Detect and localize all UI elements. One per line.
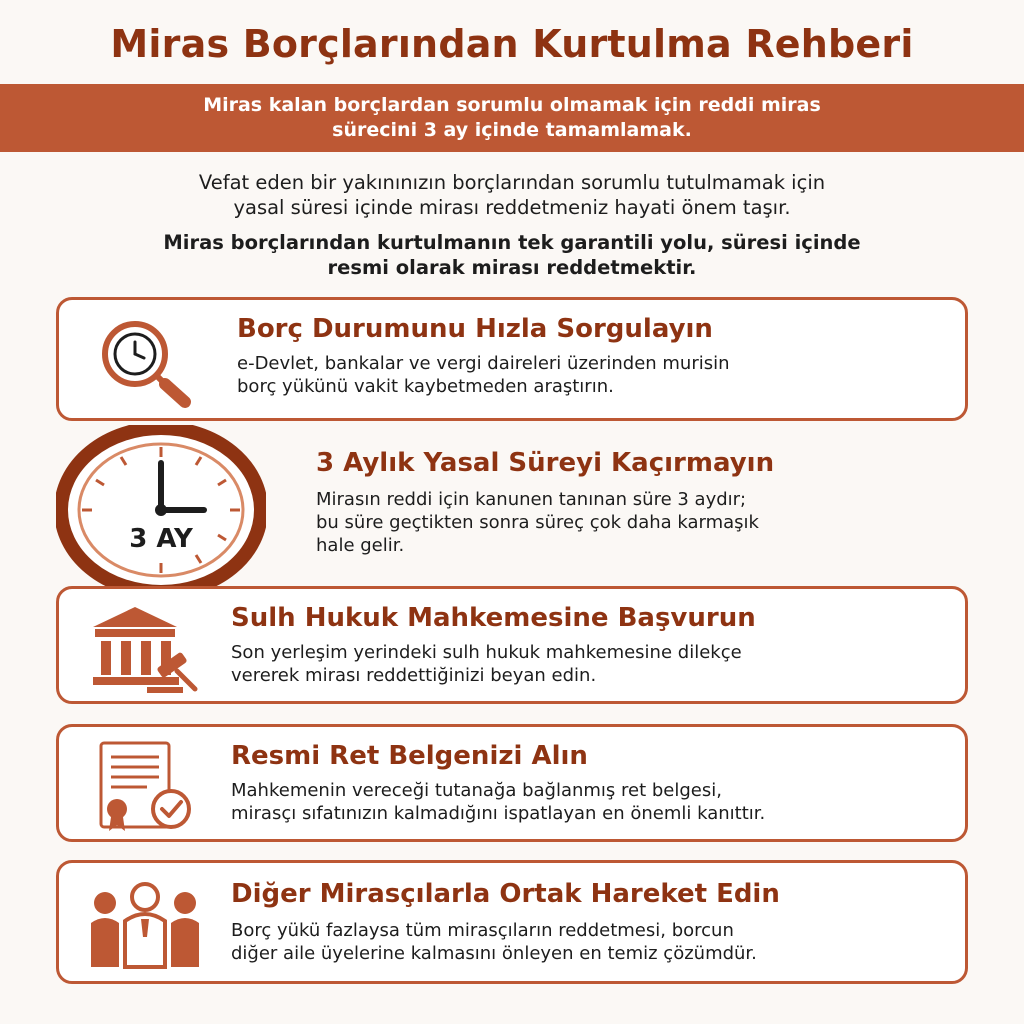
certificate-check-icon	[93, 737, 203, 837]
step-description	[231, 641, 742, 687]
step-title: Diğer Mirasçılarla Ortak Hareket Edin	[231, 879, 780, 909]
emphasis-line-2: resmi olarak mirası reddetmektir.	[327, 256, 697, 279]
deadline-badge: 3 AY	[129, 524, 193, 554]
step-line: diğer aile üyelerine kalmasını önleyen en temiz çözümdür.	[231, 943, 757, 964]
step-description	[231, 779, 765, 825]
step-line: hale gelir.	[316, 535, 405, 556]
clock-icon	[56, 425, 266, 595]
step-line: vererek mirası reddettiğinizi beyan edin.	[231, 665, 597, 686]
step-title: Borç Durumunu Hızla Sorgulayın	[237, 314, 713, 344]
step-line: Son yerleşim yerindeki sulh hukuk mahkemesine dilekçe	[231, 642, 742, 663]
subtitle-line-1: Miras kalan borçlardan sorumlu olmamak için reddi miras	[203, 94, 821, 116]
courthouse-gavel-icon	[85, 601, 205, 697]
page-title: Miras Borçlarından Kurtulma Rehberi	[110, 22, 914, 66]
subtitle-banner	[0, 84, 1024, 152]
step-line: e-Devlet, bankalar ve vergi daireleri üzerinden murisin	[237, 353, 730, 374]
people-group-icon	[85, 875, 205, 975]
subtitle-line-2: sürecini 3 ay içinde tamamlamak.	[332, 119, 692, 141]
emphasis-line-1: Miras borçlarından kurtulmanın tek garantili yolu, süresi içinde	[163, 231, 861, 254]
step-line: borç yükünü vakit kaybetmeden araştırın.	[237, 376, 614, 397]
step-line: Mirasın reddi için kanunen tanınan süre 3 aydır;	[316, 489, 747, 510]
step-title: 3 Aylık Yasal Süreyi Kaçırmayın	[316, 448, 775, 478]
intro-paragraph	[40, 170, 984, 220]
emphasis-paragraph	[40, 230, 984, 280]
step-card-court	[56, 586, 968, 704]
step-line: Mahkemenin vereceği tutanağa bağlanmış ret belgesi,	[231, 780, 722, 801]
step-description	[316, 488, 759, 557]
step-title: Resmi Ret Belgenizi Alın	[231, 741, 588, 771]
intro-line-1: Vefat eden bir yakınınızın borçlarından sorumlu tutulmamak için	[198, 171, 826, 194]
intro-line-2: yasal süresi içinde mirası reddetmeniz hayati önem taşır.	[233, 196, 791, 219]
step-description	[231, 919, 757, 965]
magnifier-clock-icon	[95, 314, 201, 410]
step-card-heirs	[56, 860, 968, 984]
step-card-query-debt	[56, 297, 968, 421]
step-title: Sulh Hukuk Mahkemesine Başvurun	[231, 603, 756, 633]
step-line: bu süre geçtikten sonra süreç çok daha karmaşık	[316, 512, 759, 533]
step-card-certificate	[56, 724, 968, 842]
step-line: mirasçı sıfatınızın kalmadığını ispatlayan en önemli kanıttır.	[231, 803, 766, 824]
step-line: Borç yükü fazlaysa tüm mirasçıların reddetmesi, borcun	[231, 920, 734, 941]
step-description	[237, 352, 730, 398]
